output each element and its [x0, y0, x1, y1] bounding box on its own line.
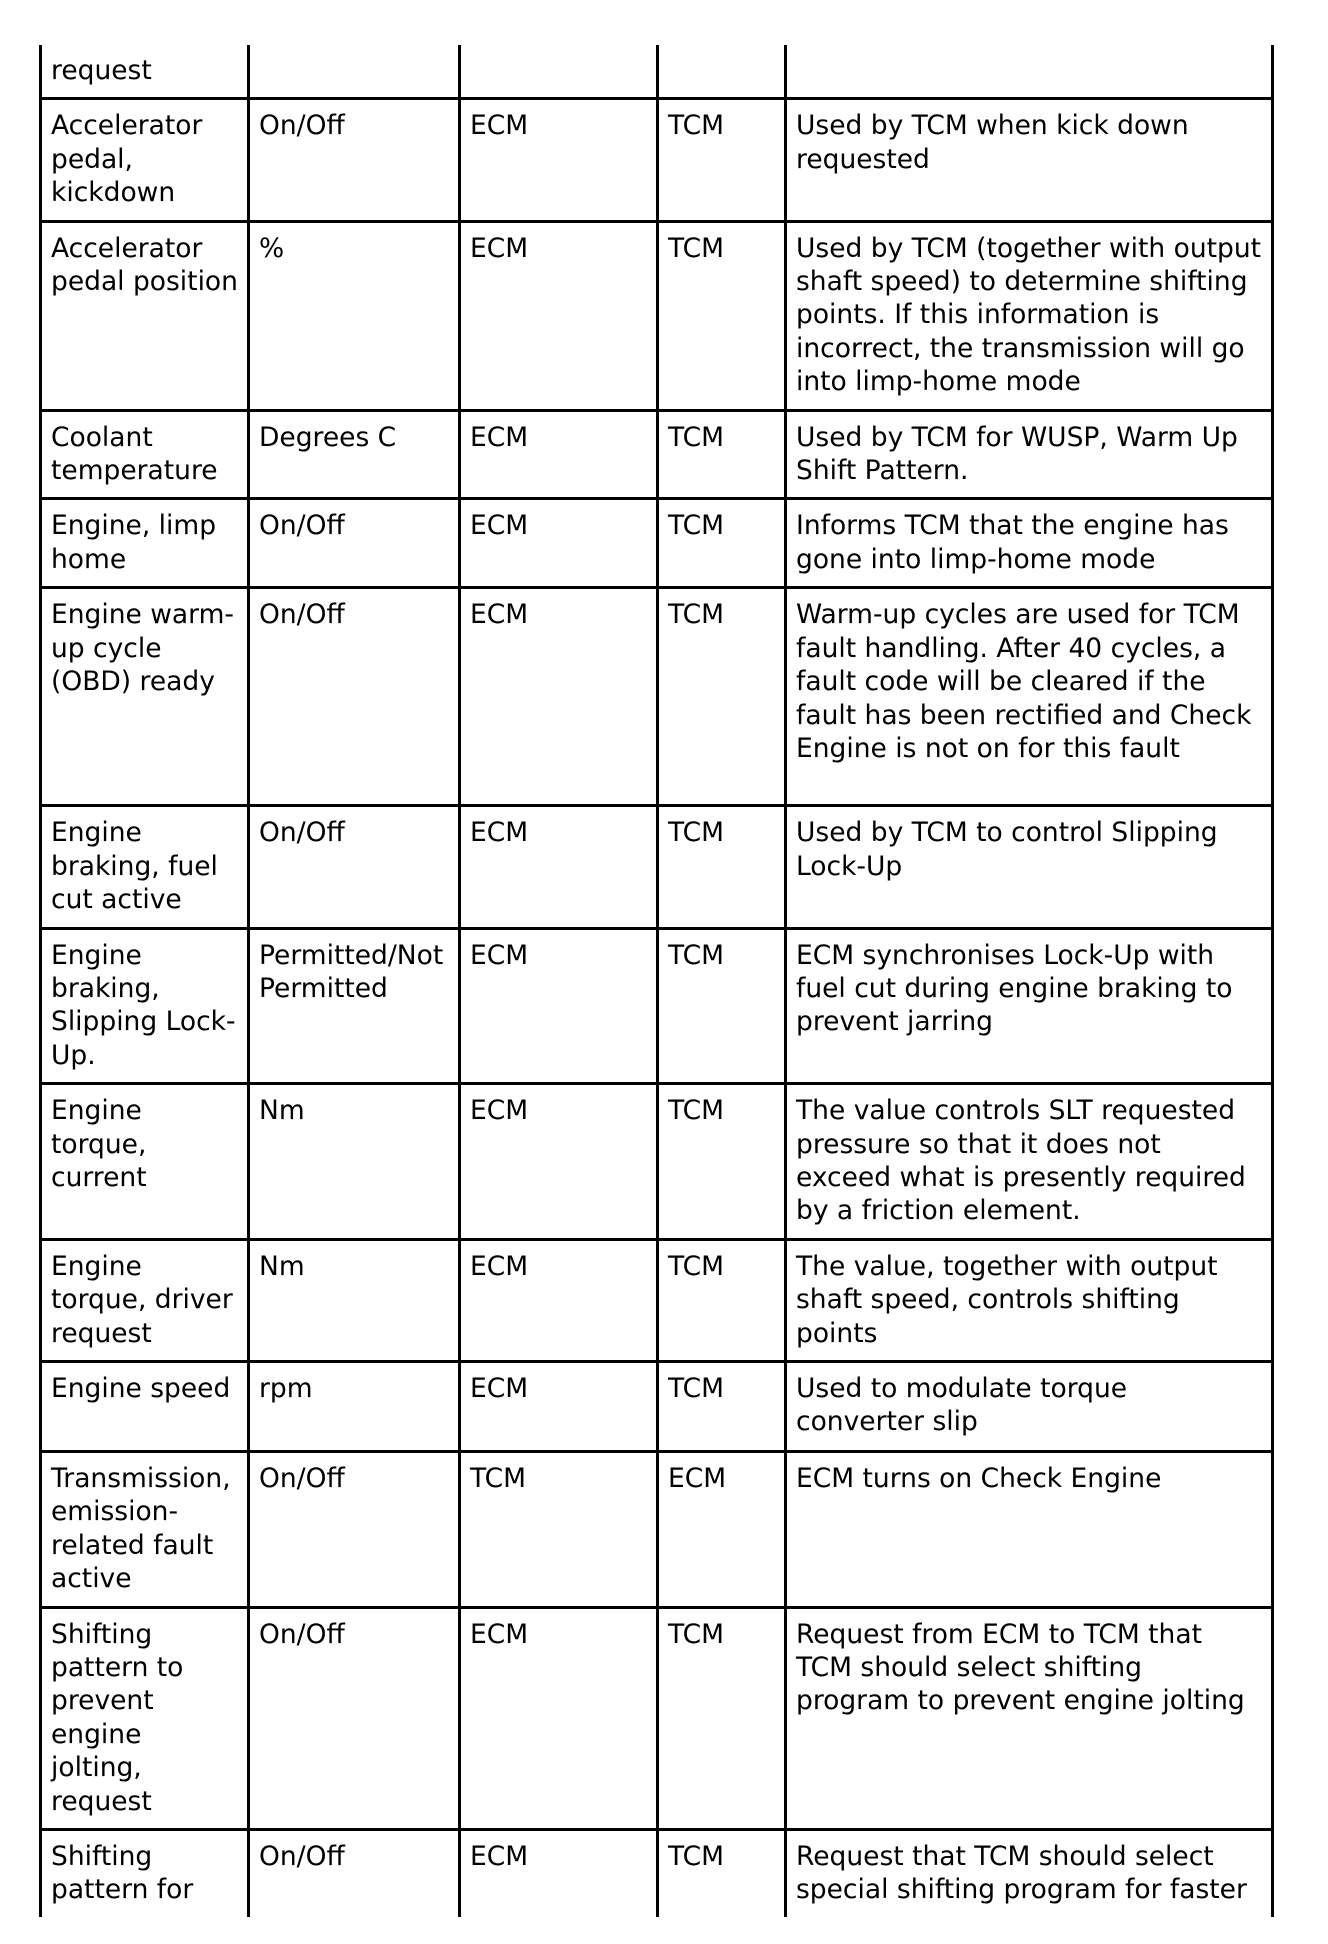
- signal-name-cell: Engine warm-up cycle (OBD) ready: [41, 588, 249, 806]
- description-cell: The value controls SLT requested pressure so that it does not exceed what is presently required by a friction element.: [786, 1084, 1273, 1240]
- receiver-cell: TCM: [658, 499, 786, 588]
- signal-table: [39, 45, 1274, 1917]
- signal-name-cell: Engine torque, driver request: [41, 1239, 249, 1361]
- source-cell: ECM: [460, 1607, 658, 1829]
- signal-name-cell: Coolant temperature: [41, 410, 249, 499]
- description-cell: Used by TCM to control Slipping Lock-Up: [786, 806, 1273, 928]
- unit-cell: On/Off: [249, 806, 460, 928]
- table-row: [41, 1607, 1273, 1829]
- unit-cell: %: [249, 221, 460, 410]
- receiver-cell: TCM: [658, 588, 786, 806]
- receiver-cell: [658, 45, 786, 99]
- source-cell: ECM: [460, 221, 658, 410]
- unit-cell: Permitted/Not Permitted: [249, 928, 460, 1084]
- unit-cell: On/Off: [249, 1451, 460, 1607]
- table-row: [41, 221, 1273, 410]
- receiver-cell: TCM: [658, 806, 786, 928]
- source-cell: ECM: [460, 1361, 658, 1451]
- unit-cell: On/Off: [249, 499, 460, 588]
- signal-name-cell: Engine speed: [41, 1361, 249, 1451]
- receiver-cell: TCM: [658, 99, 786, 221]
- unit-cell: rpm: [249, 1361, 460, 1451]
- description-cell: Warm-up cycles are used for TCM fault handling. After 40 cycles, a fault code will be cleared if the fault has been rectified and Check Engine is not on for this fault: [786, 588, 1273, 806]
- unit-cell: [249, 45, 460, 99]
- description-cell: Used by TCM for WUSP, Warm Up Shift Pattern.: [786, 410, 1273, 499]
- description-cell: The value, together with output shaft speed, controls shifting points: [786, 1239, 1273, 1361]
- description-cell: ECM turns on Check Engine: [786, 1451, 1273, 1607]
- table-row: [41, 45, 1273, 99]
- description-cell: Used to modulate torque converter slip: [786, 1361, 1273, 1451]
- table-row: [41, 99, 1273, 221]
- receiver-cell: TCM: [658, 928, 786, 1084]
- description-cell: [786, 45, 1273, 99]
- receiver-cell: TCM: [658, 1361, 786, 1451]
- table-row: [41, 499, 1273, 588]
- source-cell: ECM: [460, 1239, 658, 1361]
- source-cell: [460, 45, 658, 99]
- unit-cell: On/Off: [249, 588, 460, 806]
- source-cell: ECM: [460, 588, 658, 806]
- source-cell: ECM: [460, 806, 658, 928]
- receiver-cell: TCM: [658, 1239, 786, 1361]
- table-row: [41, 928, 1273, 1084]
- source-cell: ECM: [460, 99, 658, 221]
- table-row: [41, 806, 1273, 928]
- unit-cell: On/Off: [249, 99, 460, 221]
- table-row: [41, 1239, 1273, 1361]
- table-row: [41, 1451, 1273, 1607]
- unit-cell: On/Off: [249, 1830, 460, 1917]
- description-cell: Used by TCM (together with output shaft speed) to determine shifting points. If this information is incorrect, the transmission will go into limp-home mode: [786, 221, 1273, 410]
- receiver-cell: TCM: [658, 1084, 786, 1240]
- signal-name-cell: Engine braking, fuel cut active: [41, 806, 249, 928]
- source-cell: ECM: [460, 499, 658, 588]
- signal-name-cell: Shifting pattern to prevent engine jolting, request: [41, 1607, 249, 1829]
- description-cell: Request from ECM to TCM that TCM should select shifting program to prevent engine jolting: [786, 1607, 1273, 1829]
- source-cell: TCM: [460, 1451, 658, 1607]
- description-cell: ECM synchronises Lock-Up with fuel cut during engine braking to prevent jarring: [786, 928, 1273, 1084]
- unit-cell: On/Off: [249, 1607, 460, 1829]
- signal-name-cell: request: [41, 45, 249, 99]
- receiver-cell: TCM: [658, 1607, 786, 1829]
- table-row: [41, 1830, 1273, 1917]
- table-row: [41, 588, 1273, 806]
- signal-name-cell: Engine, limp home: [41, 499, 249, 588]
- signal-name-cell: Engine torque, current: [41, 1084, 249, 1240]
- signal-name-cell: Transmission, emission-related fault active: [41, 1451, 249, 1607]
- receiver-cell: ECM: [658, 1451, 786, 1607]
- description-cell: Used by TCM when kick down requested: [786, 99, 1273, 221]
- unit-cell: Nm: [249, 1084, 460, 1240]
- signal-name-cell: Accelerator pedal position: [41, 221, 249, 410]
- receiver-cell: TCM: [658, 410, 786, 499]
- signal-name-cell: Engine braking, Slipping Lock-Up.: [41, 928, 249, 1084]
- description-cell: Informs TCM that the engine has gone into limp-home mode: [786, 499, 1273, 588]
- receiver-cell: TCM: [658, 1830, 786, 1917]
- source-cell: ECM: [460, 1084, 658, 1240]
- source-cell: ECM: [460, 928, 658, 1084]
- signal-name-cell: Accelerator pedal, kickdown: [41, 99, 249, 221]
- unit-cell: Nm: [249, 1239, 460, 1361]
- source-cell: ECM: [460, 1830, 658, 1917]
- receiver-cell: TCM: [658, 221, 786, 410]
- source-cell: ECM: [460, 410, 658, 499]
- signal-name-cell: Shifting pattern for: [41, 1830, 249, 1917]
- table-row: [41, 1361, 1273, 1451]
- table-row: [41, 410, 1273, 499]
- description-cell: Request that TCM should select special shifting program for faster: [786, 1830, 1273, 1917]
- unit-cell: Degrees C: [249, 410, 460, 499]
- table-row: [41, 1084, 1273, 1240]
